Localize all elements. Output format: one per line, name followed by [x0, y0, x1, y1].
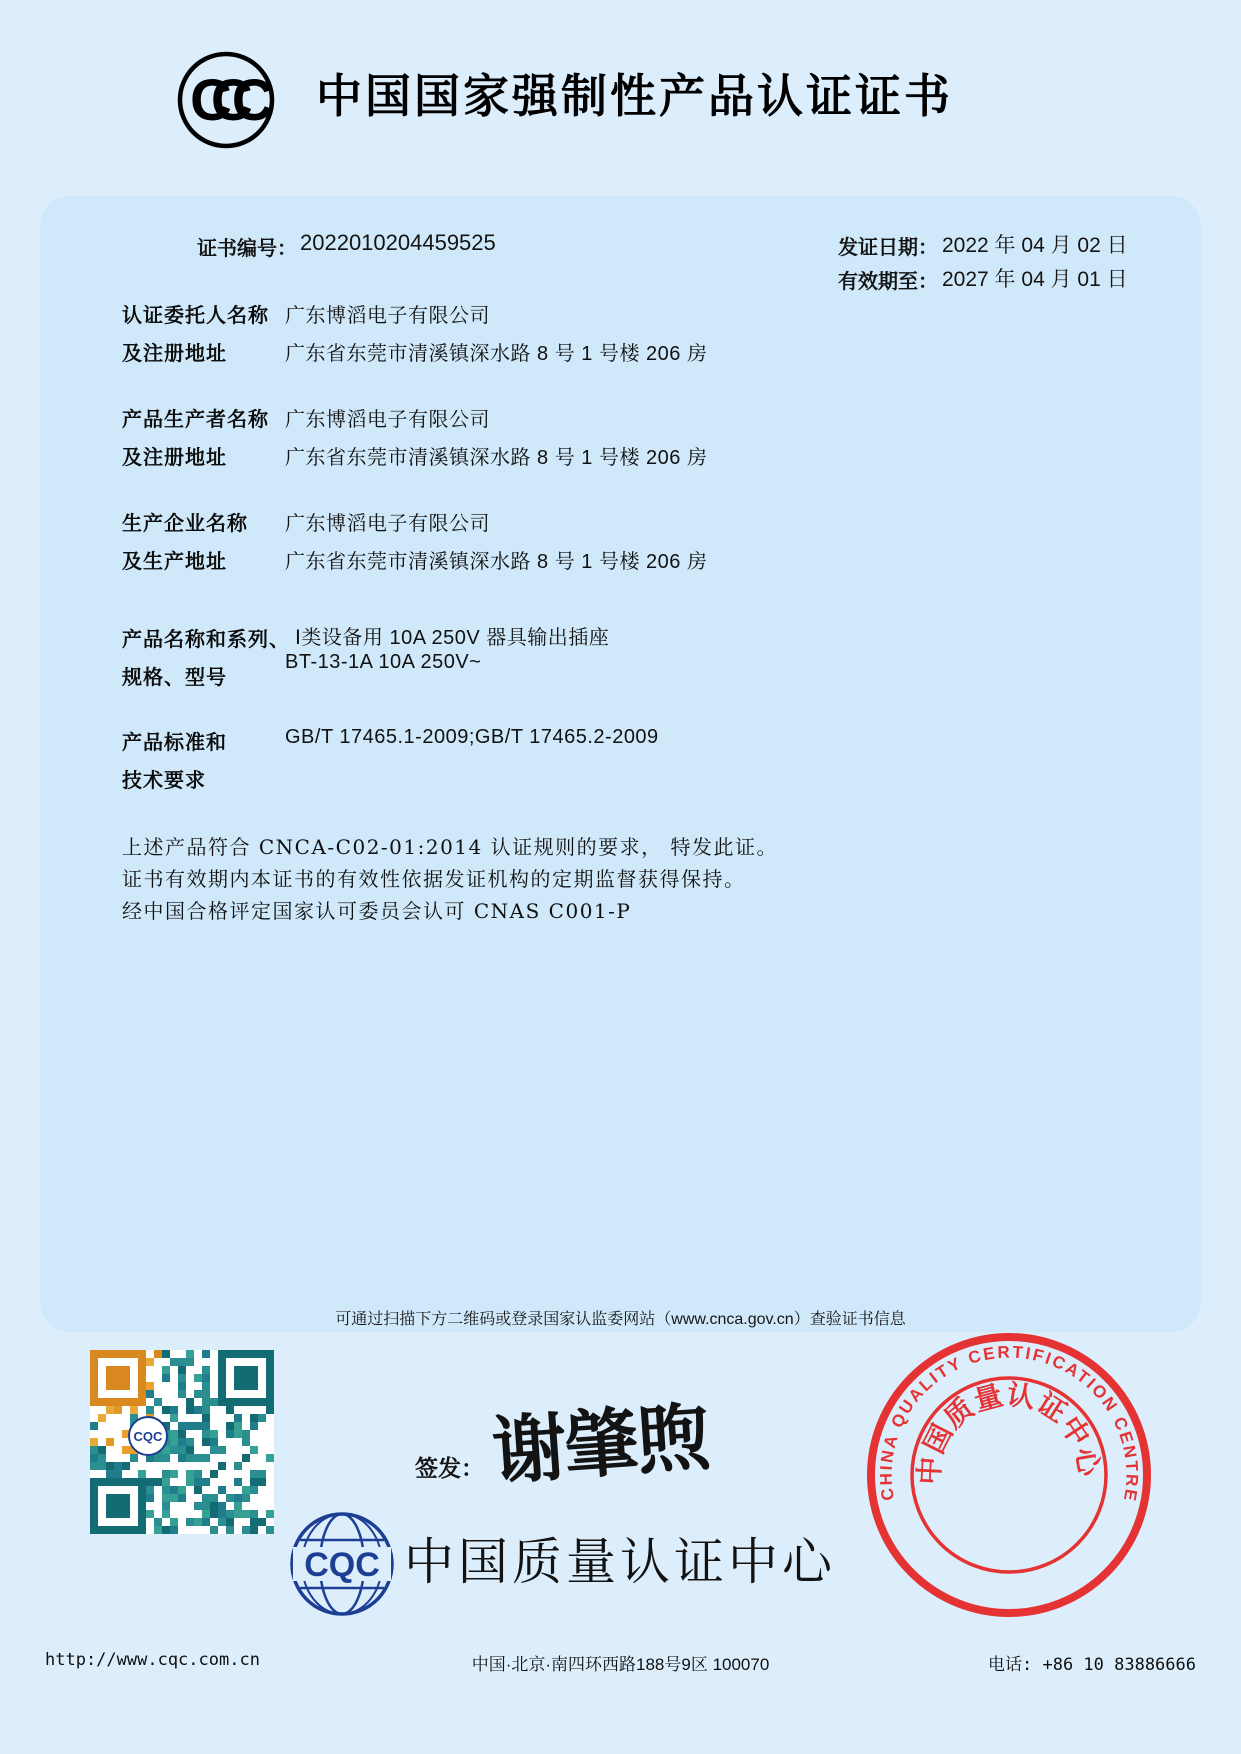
valid-until-value: 2027 年 04 月 01 日: [942, 268, 1128, 291]
product-name-value: Ⅰ类设备用 10A 250V 器具输出插座: [295, 627, 610, 649]
qr-cqc-mini-logo: CQC: [128, 1416, 168, 1456]
applicant-address-value: 广东省东莞市清溪镇深水路 8 号 1 号楼 206 房: [285, 343, 708, 365]
statement-line-1: 上述产品符合 CNCA-C02-01:2014 认证规则的要求， 特发此证。: [122, 835, 778, 859]
svg-text:中国质量认证中心: [914, 1379, 1106, 1486]
statement-line-3: 经中国合格评定国家认可委员会认可 CNAS C001-P: [122, 899, 632, 923]
issue-date-label: 发证日期：: [838, 237, 938, 259]
footer-address: 中国·北京·南四环西路188号9区 100070: [471, 1655, 770, 1674]
ccc-logo-icon: [176, 50, 276, 150]
issuer-name: 中国质量认证中心: [404, 1534, 836, 1590]
signature-name: 谢肇煦: [489, 1394, 712, 1496]
product-model-value: BT-13-1A 10A 250V~: [285, 651, 482, 673]
footer-phone: 电话: +86 10 83886666: [988, 1655, 1196, 1675]
page-title: 中国国家强制性产品认证证书: [316, 70, 953, 122]
factory-name-label: 生产企业名称: [122, 513, 248, 535]
official-stamp: [863, 1329, 1155, 1621]
factory-address-label: 及生产地址: [122, 551, 227, 573]
stamp-text-en: CHINA QUALITY CERTIFICATION CENTRE: [876, 1342, 1142, 1505]
applicant-address-label: 及注册地址: [122, 343, 227, 365]
statement-line-2: 证书有效期内本证书的有效性依据发证机构的定期监督获得保持。: [122, 867, 746, 891]
standard-label: 产品标准和: [122, 732, 227, 754]
producer-address-value: 广东省东莞市清溪镇深水路 8 号 1 号楼 206 房: [285, 447, 708, 469]
producer-name-label: 产品生产者名称: [122, 409, 269, 431]
qr-code: [90, 1350, 274, 1534]
producer-address-label: 及注册地址: [122, 447, 227, 469]
certificate-panel: [40, 196, 1201, 1332]
technical-requirement-label: 技术要求: [122, 770, 206, 792]
cert-number-value: 2022010204459525: [300, 230, 496, 255]
svg-text:CQC: CQC: [304, 1546, 380, 1584]
standard-value: GB/T 17465.1-2009;GB/T 17465.2-2009: [285, 726, 659, 748]
cqc-logo-icon: [288, 1510, 396, 1618]
issue-date-value: 2022 年 04 月 02 日: [942, 234, 1128, 257]
factory-address-value: 广东省东莞市清溪镇深水路 8 号 1 号楼 206 房: [285, 551, 708, 573]
qr-pattern: [90, 1350, 274, 1534]
stamp-text-cn: 中国质量认证中心: [913, 1378, 1105, 1486]
footer-website: http://www.cqc.com.cn: [45, 1650, 260, 1670]
valid-until-label: 有效期至：: [838, 271, 938, 293]
factory-name-value: 广东博滔电子有限公司: [285, 513, 490, 535]
product-model-label: 规格、型号: [122, 667, 227, 689]
applicant-name-value: 广东博滔电子有限公司: [285, 305, 490, 327]
signature-label: 签发：: [415, 1455, 484, 1481]
applicant-name-label: 认证委托人名称: [122, 305, 269, 327]
cert-number-label: 证书编号：: [197, 238, 297, 260]
producer-name-value: 广东博滔电子有限公司: [285, 409, 490, 431]
product-name-label: 产品名称和系列、: [122, 629, 290, 651]
verification-note: 可通过扫描下方二维码或登录国家认监委网站（www.cnca.gov.cn）查验证书信息: [335, 1311, 906, 1328]
svg-text:CCC: CCC: [190, 68, 253, 133]
